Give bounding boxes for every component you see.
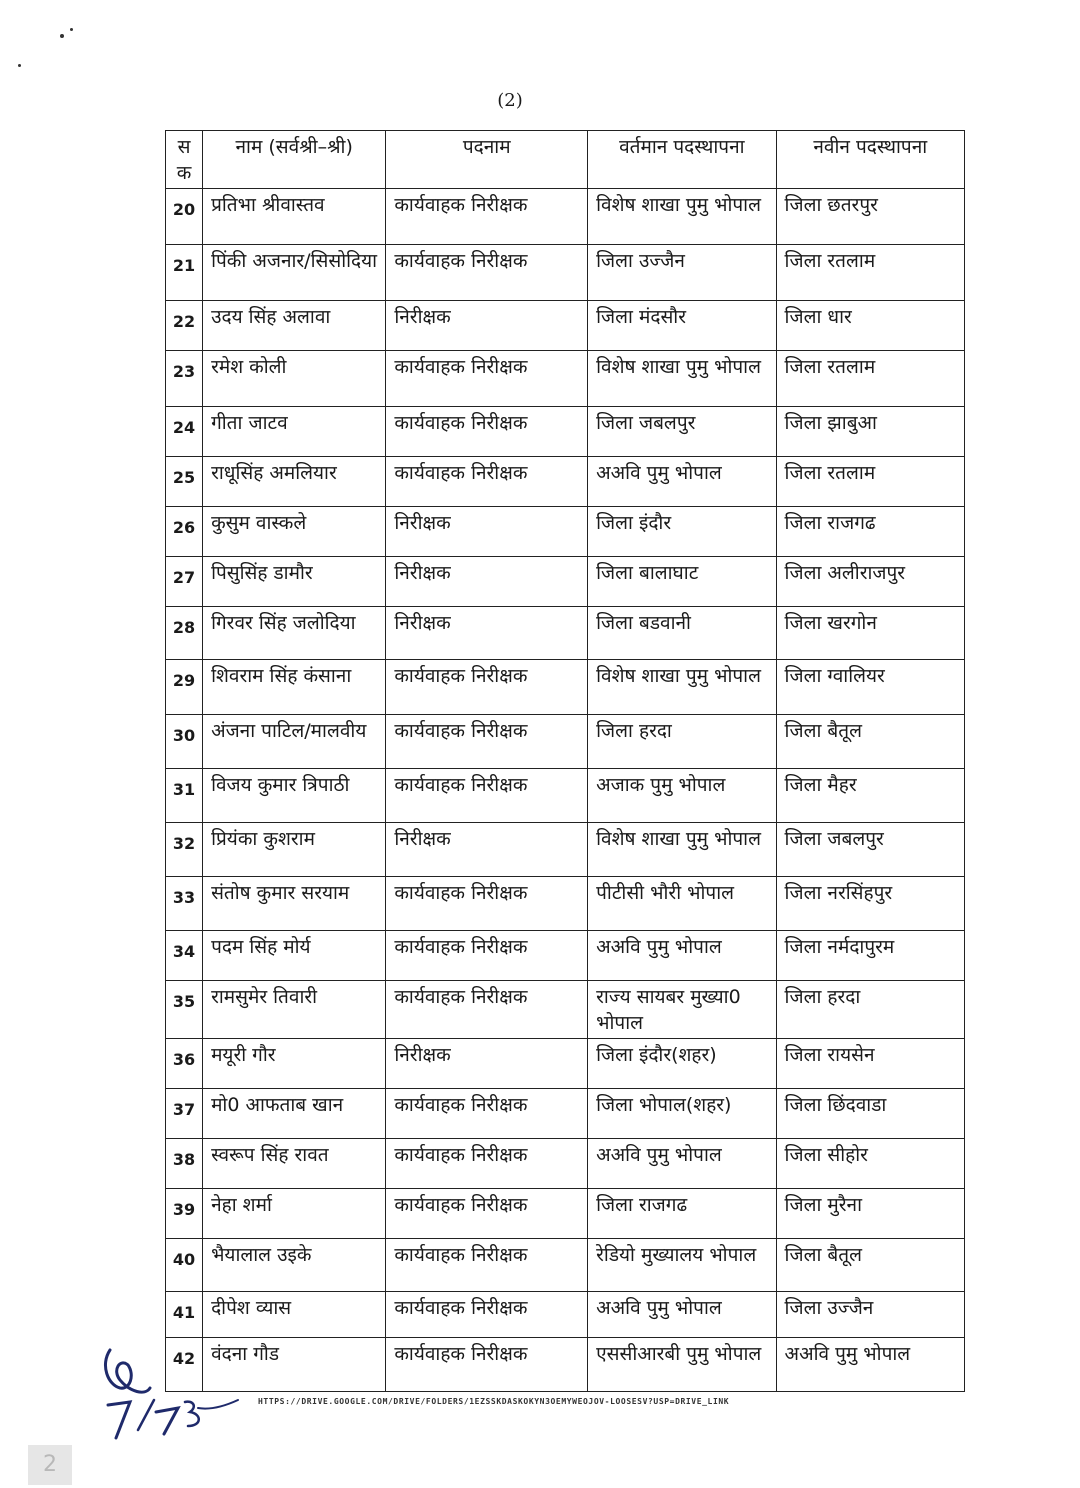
table-row (166, 877, 965, 931)
table-row (166, 769, 965, 823)
cell-serial-number: 23 (166, 351, 203, 407)
cell-serial-number: 40 (166, 1239, 203, 1292)
table-row (166, 1189, 965, 1239)
table-row (166, 1292, 965, 1338)
scan-speck (60, 34, 64, 38)
cell-serial-number: 35 (166, 981, 203, 1039)
cell-serial-number: 33 (166, 877, 203, 931)
cell-current-posting: अअवि पुमु भोपाल (588, 457, 776, 507)
cell-serial-number: 27 (166, 557, 203, 607)
cell-serial-number: 20 (166, 189, 203, 245)
cell-new-posting: जिला हरदा (776, 981, 964, 1039)
cell-name: अंजना पाटिल/मालवीय (203, 715, 386, 769)
cell-new-posting: जिला नर्मदापुरम (776, 931, 964, 981)
header-current-posting: वर्तमान पदस्थापना (588, 131, 776, 189)
page-number: (2) (497, 90, 523, 111)
cell-new-posting: जिला राजगढ (776, 507, 964, 557)
cell-current-posting: विशेष शाखा पुमु भोपाल (588, 823, 776, 877)
cell-new-posting: जिला रतलाम (776, 351, 964, 407)
cell-name: रमेश कोली (203, 351, 386, 407)
table-row (166, 1039, 965, 1089)
cell-name: भैयालाल उइके (203, 1239, 386, 1292)
cell-name: पदम सिंह मोर्य (203, 931, 386, 981)
cell-designation: कार्यवाहक निरीक्षक (386, 457, 588, 507)
cell-current-posting: जिला हरदा (588, 715, 776, 769)
footer-drive-link: HTTPS://DRIVE.GOOGLE.COM/DRIVE/FOLDERS/1EZSSKDASKOKYN3OEMYWEOJOV-LOOSESV?USP=DRIVE_LINK (258, 1397, 730, 1406)
cell-designation: कार्यवाहक निरीक्षक (386, 245, 588, 301)
cell-new-posting: जिला सीहोर (776, 1139, 964, 1189)
cell-name: राधूसिंह अमलियार (203, 457, 386, 507)
cell-designation: कार्यवाहक निरीक्षक (386, 769, 588, 823)
page-badge: 2 (28, 1445, 72, 1485)
cell-new-posting: जिला जबलपुर (776, 823, 964, 877)
cell-name: मो0 आफताब खान (203, 1089, 386, 1139)
cell-name: उदय सिंह अलावा (203, 301, 386, 351)
cell-designation: कार्यवाहक निरीक्षक (386, 1089, 588, 1139)
header-designation: पदनाम (386, 131, 588, 189)
cell-new-posting: जिला छतरपुर (776, 189, 964, 245)
cell-name: पिसुसिंह डामौर (203, 557, 386, 607)
header-name: नाम (सर्वश्री–श्री) (203, 131, 386, 189)
cell-new-posting: जिला अलीराजपुर (776, 557, 964, 607)
scan-speck (18, 64, 21, 67)
cell-current-posting: जिला भोपाल(शहर) (588, 1089, 776, 1139)
cell-serial-number: 26 (166, 507, 203, 557)
cell-new-posting: जिला रतलाम (776, 245, 964, 301)
header-serial-number: स क (166, 131, 203, 189)
cell-serial-number: 25 (166, 457, 203, 507)
table-row (166, 1338, 965, 1392)
cell-name: गिरवर सिंह जलोदिया (203, 607, 386, 660)
cell-current-posting: जिला बडवानी (588, 607, 776, 660)
table-row (166, 715, 965, 769)
table-row (166, 1239, 965, 1292)
cell-serial-number: 36 (166, 1039, 203, 1089)
cell-serial-number: 32 (166, 823, 203, 877)
cell-designation: कार्यवाहक निरीक्षक (386, 407, 588, 457)
handwritten-signature (90, 1330, 260, 1450)
cell-serial-number: 29 (166, 660, 203, 715)
cell-serial-number: 42 (166, 1338, 203, 1392)
cell-designation: कार्यवाहक निरीक्षक (386, 715, 588, 769)
cell-current-posting: जिला इंदौर (588, 507, 776, 557)
table-row (166, 351, 965, 407)
table-row (166, 1089, 965, 1139)
cell-current-posting: जिला राजगढ (588, 1189, 776, 1239)
cell-new-posting: जिला ग्वालियर (776, 660, 964, 715)
cell-name: रामसुमेर तिवारी (203, 981, 386, 1039)
cell-designation: निरीक्षक (386, 823, 588, 877)
cell-name: संतोष कुमार सरयाम (203, 877, 386, 931)
cell-new-posting: जिला मैहर (776, 769, 964, 823)
table-row (166, 1139, 965, 1189)
cell-new-posting: जिला बैतूल (776, 715, 964, 769)
cell-designation: कार्यवाहक निरीक्षक (386, 189, 588, 245)
table-header-row (166, 131, 965, 189)
table-body (166, 189, 965, 1392)
cell-current-posting: विशेष शाखा पुमु भोपाल (588, 660, 776, 715)
cell-current-posting: राज्य सायबर मुख्या0 भोपाल (588, 981, 776, 1039)
cell-new-posting: जिला छिंदवाडा (776, 1089, 964, 1139)
cell-new-posting: जिला उज्जैन (776, 1292, 964, 1338)
cell-current-posting: जिला बालाघाट (588, 557, 776, 607)
cell-new-posting: जिला रतलाम (776, 457, 964, 507)
cell-serial-number: 21 (166, 245, 203, 301)
cell-name: मयूरी गौर (203, 1039, 386, 1089)
cell-serial-number: 24 (166, 407, 203, 457)
cell-new-posting: जिला खरगोन (776, 607, 964, 660)
table-row (166, 507, 965, 557)
cell-serial-number: 39 (166, 1189, 203, 1239)
cell-designation: कार्यवाहक निरीक्षक (386, 981, 588, 1039)
cell-serial-number: 22 (166, 301, 203, 351)
cell-name: नेहा शर्मा (203, 1189, 386, 1239)
table-row (166, 557, 965, 607)
cell-current-posting: अअवि पुमु भोपाल (588, 1292, 776, 1338)
cell-designation: निरीक्षक (386, 301, 588, 351)
cell-new-posting: जिला झाबुआ (776, 407, 964, 457)
cell-current-posting: अअवि पुमु भोपाल (588, 1139, 776, 1189)
cell-designation: निरीक्षक (386, 1039, 588, 1089)
table-row (166, 981, 965, 1039)
cell-current-posting: जिला इंदौर(शहर) (588, 1039, 776, 1089)
cell-name: स्वरूप सिंह रावत (203, 1139, 386, 1189)
cell-name: पिंकी अजनार/सिसोदिया (203, 245, 386, 301)
cell-designation: कार्यवाहक निरीक्षक (386, 877, 588, 931)
cell-designation: कार्यवाहक निरीक्षक (386, 1139, 588, 1189)
cell-serial-number: 37 (166, 1089, 203, 1139)
cell-designation: कार्यवाहक निरीक्षक (386, 351, 588, 407)
cell-name: प्रतिभा श्रीवास्तव (203, 189, 386, 245)
cell-current-posting: पीटीसी भौरी भोपाल (588, 877, 776, 931)
cell-designation: कार्यवाहक निरीक्षक (386, 660, 588, 715)
cell-current-posting: जिला मंदसौर (588, 301, 776, 351)
cell-name: प्रियंका कुशराम (203, 823, 386, 877)
cell-current-posting: विशेष शाखा पुमु भोपाल (588, 351, 776, 407)
cell-name: वंदना गौड (203, 1338, 386, 1392)
cell-new-posting: जिला नरसिंहपुर (776, 877, 964, 931)
table-row (166, 407, 965, 457)
cell-serial-number: 38 (166, 1139, 203, 1189)
transfer-table (165, 130, 965, 1392)
cell-designation: कार्यवाहक निरीक्षक (386, 931, 588, 981)
cell-current-posting: जिला जबलपुर (588, 407, 776, 457)
cell-current-posting: एससीआरबी पुमु भोपाल (588, 1338, 776, 1392)
cell-designation: निरीक्षक (386, 607, 588, 660)
cell-serial-number: 28 (166, 607, 203, 660)
cell-current-posting: जिला उज्जैन (588, 245, 776, 301)
table-row (166, 607, 965, 660)
cell-current-posting: विशेष शाखा पुमु भोपाल (588, 189, 776, 245)
cell-name: कुसुम वास्कले (203, 507, 386, 557)
cell-designation: निरीक्षक (386, 507, 588, 557)
table-row (166, 245, 965, 301)
cell-serial-number: 31 (166, 769, 203, 823)
table-row (166, 660, 965, 715)
cell-serial-number: 41 (166, 1292, 203, 1338)
cell-current-posting: अअवि पुमु भोपाल (588, 931, 776, 981)
cell-designation: निरीक्षक (386, 557, 588, 607)
cell-new-posting: जिला धार (776, 301, 964, 351)
cell-serial-number: 34 (166, 931, 203, 981)
table-row (166, 189, 965, 245)
cell-current-posting: रेडियो मुख्यालय भोपाल (588, 1239, 776, 1292)
cell-designation: कार्यवाहक निरीक्षक (386, 1338, 588, 1392)
cell-new-posting: जिला रायसेन (776, 1039, 964, 1089)
cell-new-posting: जिला बैतूल (776, 1239, 964, 1292)
cell-name: शिवराम सिंह कंसाना (203, 660, 386, 715)
cell-name: दीपेश व्यास (203, 1292, 386, 1338)
scan-speck (70, 28, 73, 31)
header-new-posting: नवीन पदस्थापना (776, 131, 964, 189)
cell-designation: कार्यवाहक निरीक्षक (386, 1239, 588, 1292)
cell-new-posting: जिला मुरैना (776, 1189, 964, 1239)
table-row (166, 931, 965, 981)
table-row (166, 823, 965, 877)
table-row (166, 457, 965, 507)
cell-serial-number: 30 (166, 715, 203, 769)
cell-name: विजय कुमार त्रिपाठी (203, 769, 386, 823)
cell-new-posting: अअवि पुमु भोपाल (776, 1338, 964, 1392)
table-row (166, 301, 965, 351)
cell-name: गीता जाटव (203, 407, 386, 457)
cell-designation: कार्यवाहक निरीक्षक (386, 1292, 588, 1338)
cell-designation: कार्यवाहक निरीक्षक (386, 1189, 588, 1239)
cell-current-posting: अजाक पुमु भोपाल (588, 769, 776, 823)
